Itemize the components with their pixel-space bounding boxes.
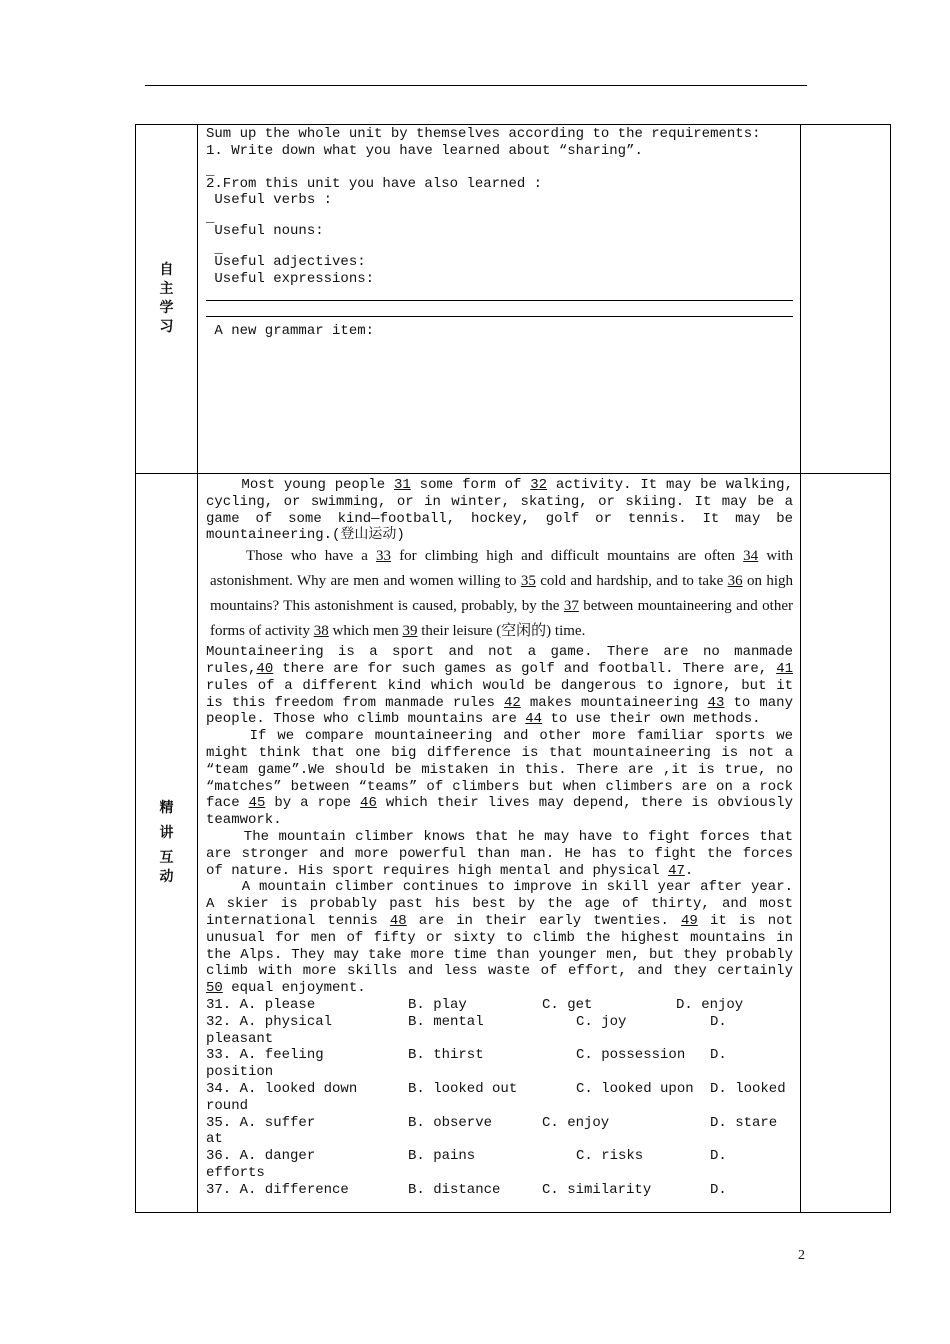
question-33-wrap: position <box>206 1064 274 1081</box>
useful-nouns: Useful nouns: <box>206 223 324 240</box>
task-1: 1. Write down what you have learned about “sharing”. <box>206 142 643 159</box>
question-32-wrap: pleasant <box>206 1030 274 1047</box>
blank-number: 35 <box>520 573 536 590</box>
question-31: 31. A. please B. play C. get D. enjoy <box>206 996 744 1013</box>
blank-number: 34 <box>743 548 759 565</box>
answer-line <box>206 300 793 301</box>
passage-paragraph-2: Those who have a 33 for climbing high and difficult mountains are often 34 with astonishment. Why are men and women willing to 35 cold and hardship, and to take 36 on high mountains? This astonishment is caused, probably, by the 37 between mountaineering and other forms of activity 38 which men 39 their leisure (空闲的) time. <box>210 548 794 640</box>
blank-number: 47 <box>668 862 685 879</box>
blank-number: 40 <box>256 660 274 677</box>
lecture-label-cell <box>136 474 198 1213</box>
blank-number: 44 <box>525 711 543 728</box>
lecture-label: 精 讲 互 动 <box>159 800 174 885</box>
blank-number: 43 <box>707 694 725 711</box>
answer-line <box>206 316 793 317</box>
blank-mark: _ <box>206 162 215 179</box>
blank-mark: _ <box>206 240 223 257</box>
useful-expressions: Useful expressions: <box>206 270 375 287</box>
passage-paragraph-1: Most young people 31 some form of 32 activity. It may be walking, cycling, or swimming, or in winter, skating, or skiing. It may be a game of some kind—football, hockey, golf or tennis. It may be mountaineering.(登山运动) <box>206 477 802 544</box>
header-rule <box>145 85 807 86</box>
self-study-notes <box>801 125 891 474</box>
self-study-label-cell <box>136 125 198 474</box>
self-study-content <box>198 125 801 474</box>
question-36: 36. A. danger B. pains C. risks D. <box>206 1148 727 1165</box>
question-33: 33. A. feeling B. thirst C. possession D. <box>206 1047 727 1064</box>
blank-number: 48 <box>389 912 407 929</box>
blank-number: 31 <box>394 477 411 493</box>
lecture-content <box>198 474 801 1213</box>
question-35-wrap: at <box>206 1131 223 1148</box>
blank-mark: _ <box>206 210 215 227</box>
passage-paragraph-3: Mountaineering is a sport and not a game. There are no manmade rules,40 there are for such games as golf and football. There are, 41 rules of a different kind which would be dangerous to ignore, but it is this freedom from manmade rules 42 makes mountaineering 43 to many people. Those who climb mountains are 44 to use their own methods. <box>206 644 793 728</box>
grammar-item: A new grammar item: <box>206 322 375 339</box>
page-number: 2 <box>798 1248 805 1263</box>
summary-intro: Sum up the whole unit by themselves according to the requirements: <box>206 126 761 142</box>
blank-number: 32 <box>530 477 548 493</box>
useful-verbs: Useful verbs : <box>206 192 333 209</box>
blank-number: 41 <box>776 660 793 677</box>
passage-paragraph-4: If we compare mountaineering and other more familiar sports we might think that one big difference is that mountaineering is not a “team game”.We should be mistaken in this. There are ,it is true, no “matches” between “teams” of climbers but when climbers are on a rock face 45 by a rope 46 which their lives may depend, there is obviously teamwork. <box>206 728 802 829</box>
question-37: 37. A. difference B. distance C. similarity D. <box>206 1181 727 1198</box>
blank-number: 50 <box>206 980 223 997</box>
self-study-row <box>136 125 891 474</box>
passage-paragraph-6: A mountain climber continues to improve in skill year after year. A skier is probably past his best by the age of thirty, and most international tennis 48 are in their early twenties. 49 it is not unusual for men of fifty or sixty to climb the highest mountains in the Alps. They may take more time than younger men, but they probably climb with more skills and less waste of effort, and they certainly 50 equal enjoyment. <box>206 879 802 997</box>
blank-number: 49 <box>681 912 698 929</box>
worksheet-table <box>135 124 891 1213</box>
blank-number: 46 <box>360 795 377 812</box>
question-35: 35. A. suffer B. observe C. enjoy D. stare <box>206 1114 778 1131</box>
blank-number: 36 <box>727 573 743 590</box>
question-34-wrap: round <box>206 1097 249 1114</box>
question-34: 34. A. looked down B. looked out C. looked upon D. looked <box>206 1080 786 1097</box>
useful-adjectives: Useful adjectives: <box>206 253 366 270</box>
blank-number: 45 <box>248 795 266 812</box>
question-36-wrap: efforts <box>206 1164 265 1181</box>
blank-number: 38 <box>313 623 329 640</box>
passage-paragraph-5: The mountain climber knows that he may have to fight forces that are stronger and more powerful than man. He has to fight the forces of nature. His sport requires high mental and physical 47. <box>206 828 802 879</box>
self-study-label: 自 主 学 习 <box>159 262 174 335</box>
blank-number: 37 <box>563 598 579 615</box>
lecture-row <box>136 474 891 1213</box>
task-2: 2.From this unit you have also learned : <box>206 175 543 192</box>
blank-number: 42 <box>504 694 521 711</box>
blank-number: 39 <box>402 623 418 640</box>
lecture-notes <box>801 474 891 1213</box>
question-32: 32. A. physical B. mental C. joy D. <box>206 1013 727 1030</box>
blank-number: 33 <box>376 548 392 565</box>
